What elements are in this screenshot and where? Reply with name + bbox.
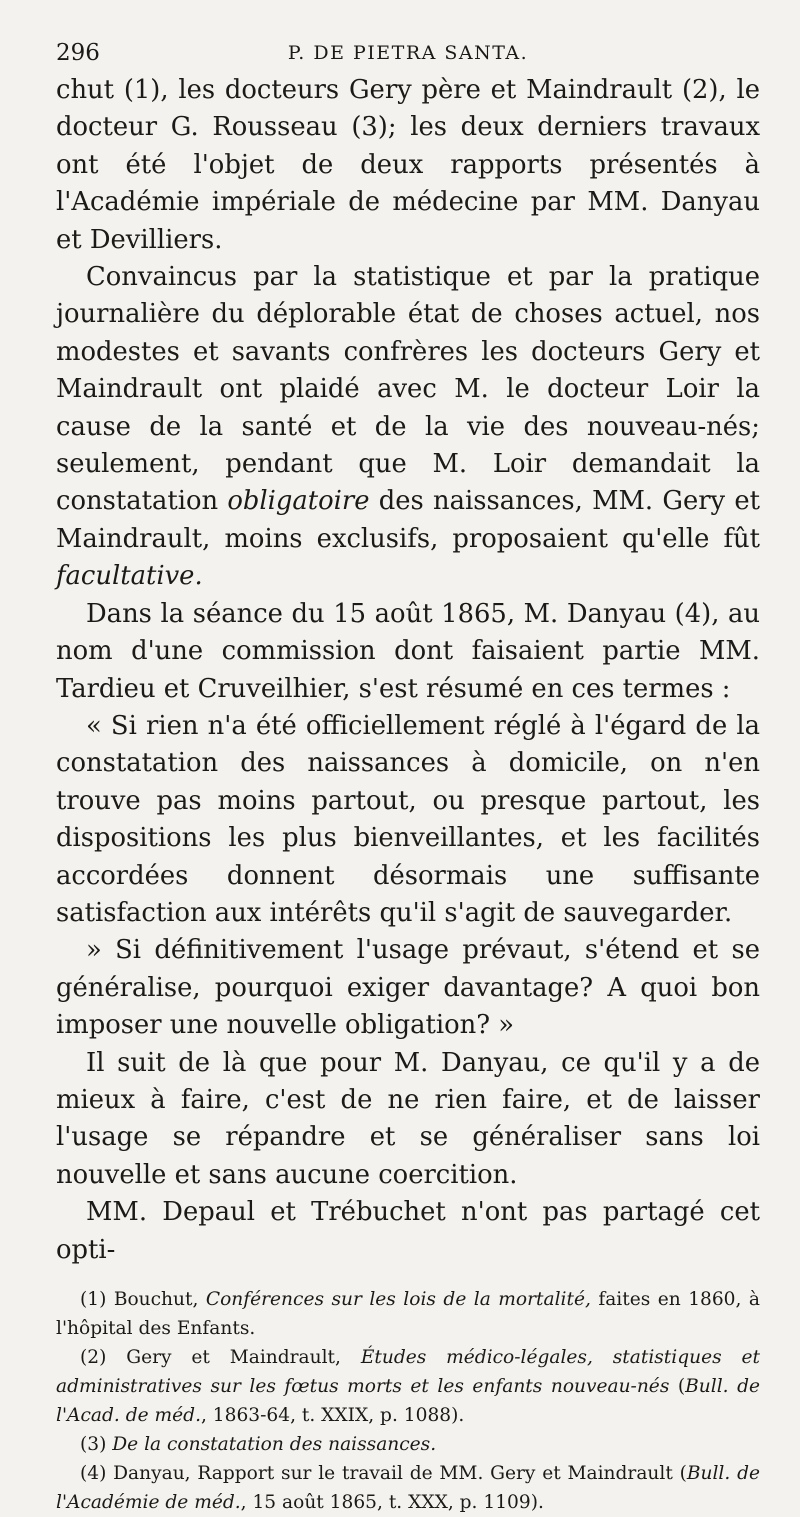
footnote-2-journal: Bull. de l'Acad. de méd. xyxy=(56,1376,761,1426)
footnote-4-text-b: , 15 août 1865, t. XXX, p. 1109). xyxy=(240,1492,544,1513)
paragraph-3: Dans la séance du 15 août 1865, M. Danyau (4), au nom d'une commission dont faisaient partie MM. Tardieu et Cruveilhier, s'est résumé en ces termes : xyxy=(56,598,760,704)
paragraph-7: MM. Depaul et Trébuchet n'ont pas partagé cet opti- xyxy=(56,1197,760,1265)
footnotes xyxy=(56,1285,760,1517)
paragraph-2-emphasis-1: obligatoire xyxy=(227,486,370,517)
footnote-2-text-b: ( xyxy=(669,1376,686,1397)
footnote-2 xyxy=(56,1343,760,1430)
footnote-1-text-a: (1) Bouchut, xyxy=(80,1289,206,1310)
footnote-3 xyxy=(56,1430,760,1459)
footnote-1-text-b: faites en 1860, à l'hôpital des Enfants. xyxy=(56,1289,760,1339)
page-number: 296 xyxy=(56,40,100,66)
footnote-4 xyxy=(56,1459,760,1517)
paragraph-4-quote: « Si rien n'a été officiellement réglé à l'égard de la constatation des naissances à domicile, on n'en trouve pas moins partout, ou presque partout, les dispositions les plus bienveillantes, et les facilités accordées donnent désormais une suffisante satisfaction aux intérêts qu'il s'agit de sauvegarder. xyxy=(56,710,760,928)
footnote-2-title: Études médico-légales, statistiques et administratives sur les fœtus morts et les enfants nouveau-nés xyxy=(56,1347,761,1397)
running-head xyxy=(56,36,760,70)
body-text xyxy=(56,72,760,1269)
paragraph-2-text-a: Convaincus par la statistique et par la pratique journalière du déplorable état de choses actuel, nos modestes et savants confrères les docteurs Gery et Maindrault ont plaidé avec M. le docteur Loir la cause de la santé et de la vie des nouveau-nés; seulement, pendant que M. Loir demandait la constatation xyxy=(56,262,760,517)
paragraph-6: Il suit de là que pour M. Danyau, ce qu'il y a de mieux à faire, c'est de ne rien faire, et de laisser l'usage se répandre et se généraliser sans loi nouvelle et sans aucune coercition. xyxy=(56,1047,760,1190)
paragraph-2-text-b: des naissances, MM. Gery et Maindrault, moins exclusifs, proposaient qu'elle fût xyxy=(56,486,760,554)
footnote-3-text-a: (3) xyxy=(80,1434,113,1455)
footnote-3-title: De la constatation des naissances. xyxy=(112,1434,437,1455)
footnote-1 xyxy=(56,1285,760,1343)
paragraph-5-quote: » Si définitivement l'usage prévaut, s'étend et se généralise, pourquoi exiger davantage? A quoi bon imposer une nouvelle obligation? » xyxy=(56,935,760,1041)
paragraph-2-emphasis-2: facultative. xyxy=(56,561,203,592)
footnote-1-title: Conférences sur les lois de la mortalité, xyxy=(205,1289,591,1310)
footnote-2-text-c: , 1863-64, t. XXIX, p. 1088). xyxy=(200,1405,465,1426)
footnote-2-text-a: (2) Gery et Maindrault, xyxy=(80,1347,361,1368)
running-title: P. DE PIETRA SANTA. xyxy=(287,42,529,64)
footnote-4-journal: Bull. de l'Académie de méd. xyxy=(56,1463,760,1513)
paragraph-2 xyxy=(56,259,760,596)
footnote-4-text-a: (4) Danyau, Rapport sur le travail de MM. Gery et Maindrault ( xyxy=(80,1463,687,1484)
paragraph-1: chut (1), les docteurs Gery père et Maindrault (2), le docteur G. Rousseau (3); les deux derniers travaux ont été l'objet de deux rapports présentés à l'Académie impériale de médecine par MM. Danyau et Devilliers. xyxy=(56,75,760,255)
